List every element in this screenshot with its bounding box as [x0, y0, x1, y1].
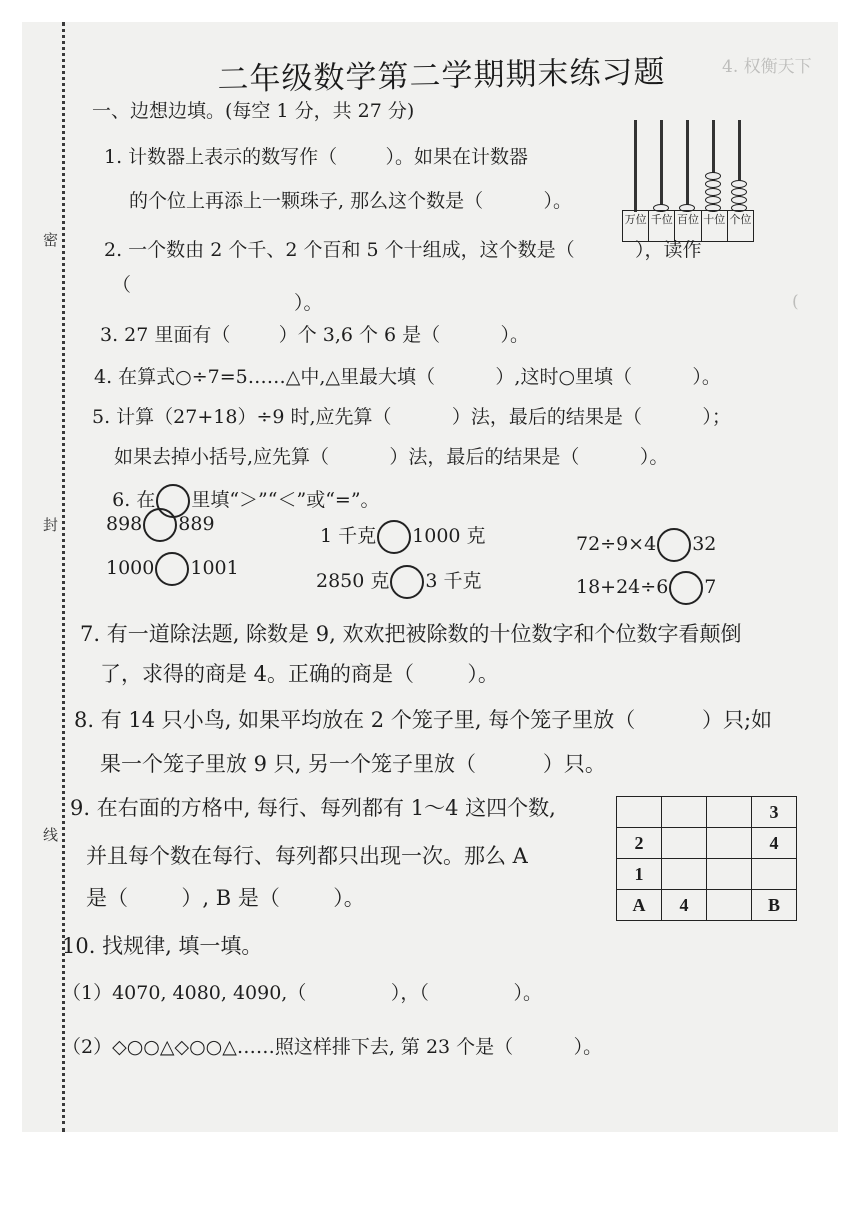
answer-circle[interactable] — [669, 571, 703, 605]
question-2-line-1: 2. 一个数由 2 个千、2 个百和 5 个十组成，这个数是（ ），读作 — [104, 239, 702, 261]
abacus-bead — [731, 188, 747, 196]
compare-right: 3 千克 — [425, 570, 482, 592]
abacus-rod-shi — [712, 120, 715, 212]
question-3: 3. 27 里面有（ ）个 3,6 个 6 是（ ）。 — [100, 324, 530, 346]
compare-left: 72÷9×4 — [576, 533, 657, 555]
question-8-line-1: 8. 有 14 只小鸟, 如果平均放在 2 个笼子里, 每个笼子里放（ ）只;如 — [74, 708, 773, 732]
exam-paper — [22, 22, 838, 1132]
question-8-line-2: 果一个笼子里放 9 只, 另一个笼子里放（ ）只。 — [100, 752, 606, 776]
abacus-rod-qian — [660, 120, 663, 212]
grid-cell — [662, 859, 707, 890]
compare-left: 898 — [106, 513, 143, 535]
compare-right: 7 — [704, 576, 717, 598]
question-7-line-1: 7. 有一道除法题, 除数是 9, 欢欢把被除数的十位数字和个位数字看颠倒 — [80, 622, 742, 646]
grid-cell — [707, 890, 752, 921]
seal-char-feng: 封 — [43, 512, 58, 537]
question-6-prompt-b: 里填“＞”“＜”或“=”。 — [191, 489, 380, 511]
question-6-prompt-a: 6. 在 — [112, 489, 156, 511]
compare-right: 32 — [692, 533, 717, 555]
question-5-line-2: 如果去掉小括号,应先算（ ）法，最后的结果是（ ）。 — [114, 446, 669, 468]
grid-cell: 3 — [752, 797, 797, 828]
compare-left: 18+24÷6 — [576, 576, 669, 598]
question-9-line-1: 9. 在右面的方格中, 每行、每列都有 1～4 这四个数, — [70, 796, 556, 820]
grid-cell: B — [752, 890, 797, 921]
page-title: 二年级数学第二学期期末练习题 — [217, 54, 666, 98]
grid-cell — [617, 797, 662, 828]
abacus-label: 千位 — [649, 211, 675, 241]
abacus-label: 百位 — [675, 211, 701, 241]
seal-char-mi: 密 — [43, 227, 58, 252]
question-1-line-1: 1. 计数器上表示的数写作（ ）。如果在计数器 — [104, 146, 528, 168]
latin-square-grid — [616, 796, 797, 921]
question-4: 4. 在算式○÷7=5……△中,△里最大填（ ）,这时○里填（ ）。 — [94, 366, 721, 388]
grid-cell — [662, 828, 707, 859]
abacus-label: 个位 — [729, 213, 752, 226]
question-7-line-2: 了，求得的商是 4。正确的商是（ ）。 — [100, 662, 499, 686]
question-10-part-2: （2）◇○○△◇○○△……照这样排下去, 第 23 个是（ ）。 — [62, 1036, 603, 1058]
grid-cell — [752, 859, 797, 890]
grid-cell: 1 — [617, 859, 662, 890]
compare-left: 2850 克 — [316, 570, 390, 592]
grid-cell: 4 — [662, 890, 707, 921]
abacus-bead — [731, 180, 747, 188]
question-9-line-2: 并且每个数在每行、每列都只出现一次。那么 A — [86, 844, 528, 868]
compare-item — [106, 508, 215, 542]
compare-item — [106, 552, 239, 586]
abacus-rod-bai — [686, 120, 689, 212]
grid-cell — [707, 828, 752, 859]
abacus-bead — [705, 172, 721, 180]
answer-circle[interactable] — [143, 508, 177, 542]
abacus-figure — [622, 112, 762, 242]
abacus-rod-wan — [634, 120, 637, 212]
grid-cell — [707, 797, 752, 828]
question-2-line-2: （ — [112, 274, 132, 296]
bleed-through-text: ( — [792, 292, 799, 312]
question-1-line-2: 的个位上再添上一颗珠子, 那么这个数是（ ）。 — [129, 190, 572, 212]
answer-circle[interactable] — [390, 565, 424, 599]
compare-item — [316, 565, 482, 599]
abacus-bead — [705, 188, 721, 196]
grid-cell: 2 — [617, 828, 662, 859]
question-10-title: 10. 找规律, 填一填。 — [62, 934, 263, 958]
bleed-through-text: 4. 权衡天下 — [722, 57, 812, 77]
grid-cell: A — [617, 890, 662, 921]
abacus-label: 十位 — [702, 211, 728, 241]
answer-circle[interactable] — [377, 520, 411, 554]
compare-right: 1000 克 — [412, 525, 486, 547]
grid-cell — [707, 859, 752, 890]
grid-cell: 4 — [752, 828, 797, 859]
answer-circle[interactable] — [155, 552, 189, 586]
abacus-bead — [731, 196, 747, 204]
compare-item — [576, 528, 716, 562]
grid-cell — [662, 797, 707, 828]
seal-char-xian: 线 — [43, 822, 58, 847]
abacus-bead — [705, 180, 721, 188]
seal-dotted-line — [62, 22, 65, 1132]
question-9-line-3: 是（ ）, B 是（ ）。 — [86, 886, 365, 910]
section-heading: 一、边想边填。(每空 1 分，共 27 分) — [92, 100, 415, 122]
question-5-line-1: 5. 计算（27+18）÷9 时,应先算（ ）法，最后的结果是（ ）； — [92, 406, 731, 428]
compare-right: 889 — [178, 513, 215, 535]
question-10-part-1: （1）4070, 4080, 4090,（ ），（ ）。 — [62, 982, 542, 1004]
compare-item — [320, 520, 486, 554]
compare-item — [576, 571, 716, 605]
abacus-label: 万位 — [623, 211, 649, 241]
abacus-bead — [705, 196, 721, 204]
answer-circle[interactable] — [657, 528, 691, 562]
abacus-rod-ge — [738, 120, 741, 212]
compare-right: 1001 — [190, 557, 239, 579]
question-2-line-3: ）。 — [294, 292, 323, 314]
compare-left: 1 千克 — [320, 525, 377, 547]
compare-left: 1000 — [106, 557, 155, 579]
